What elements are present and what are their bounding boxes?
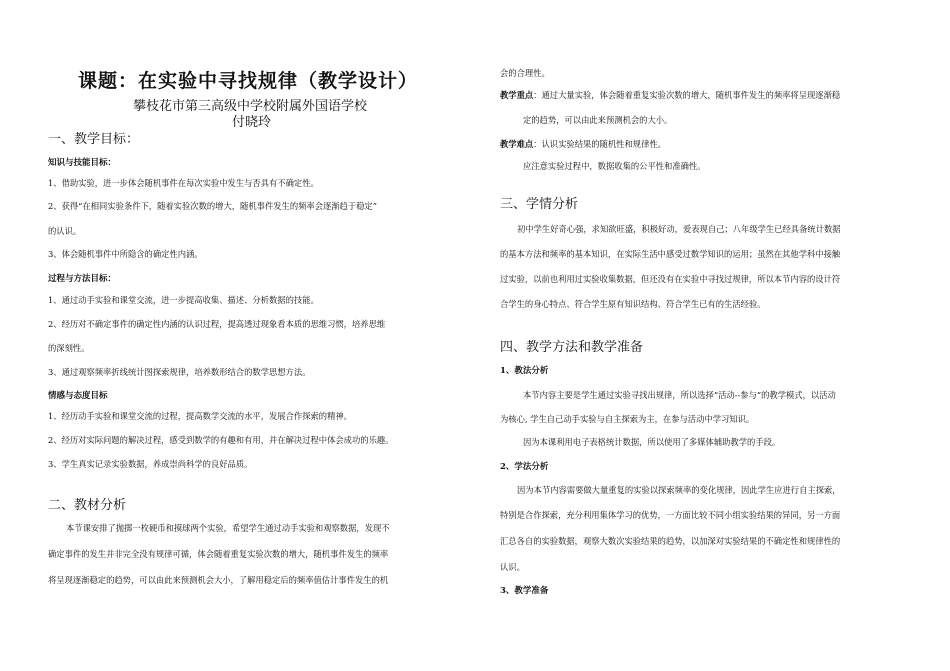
textbook-analysis-line-2: 确定事件的发生并非完全没有规律可循，体会随着重复实验次数的增大，随机事件发生的频率 [48, 549, 389, 559]
knowledge-goal-1: 1、借助实验，进一步体会随机事件在每次实验中发生与否具有不确定性。 [48, 178, 319, 188]
learning-method-line-3: 汇总各自的实验数据，观察大数次实验结果的趋势，以加深对实验结果的不确定性和规律性的 [500, 536, 841, 546]
learning-method-line-2: 特别是合作探索，充分利用集体学习的优势，一方面比较不同小组实验结果的异同，另一方面 [500, 510, 841, 520]
learning-method-line-4: 认识。 [500, 562, 525, 572]
section-3-heading: 三、学情分析 [500, 197, 579, 212]
process-goal-3: 3、通过观察频率折线统计图探索规律，培养数形结合的数学思想方法。 [48, 367, 311, 377]
textbook-analysis-line-3: 将呈现逐渐稳定的趋势，可以由此来预测机会大小，了解用稳定后的频率值估计事件发生的机 [48, 575, 389, 585]
attitude-goal-3: 3、学生真实记录实验数据，养成崇尚科学的良好品质。 [48, 459, 253, 469]
key-point-label: 教学重点 [500, 90, 534, 100]
knowledge-goal-3: 3、体会随机事件中所隐含的确定性内涵。 [48, 249, 203, 259]
teaching-method-heading: 1、教法分析 [500, 366, 549, 376]
learner-analysis-line-1: 初中学生好奇心强，求知欲旺盛，积极好动，爱表现自己；八年级学生已经具备统计数据 [517, 224, 841, 234]
process-goals-heading: 过程与方法目标： [48, 274, 117, 284]
section-4-heading: 四、教学方法和教学准备 [500, 340, 644, 355]
textbook-analysis-line-4: 会的合理性。 [500, 68, 550, 78]
author-name: 付晓玲 [232, 115, 272, 130]
learner-analysis-line-3: 过实验，以前也利用过实验收集数据，但还没有在实验中寻找过规律，所以本节内容的设计符 [500, 274, 841, 284]
section-2-heading: 二、教材分析 [48, 498, 127, 513]
learning-method-heading: 2、学法分析 [500, 462, 549, 472]
textbook-analysis-line-1: 本节课安排了抛掷一枚硬币和摸球两个实验，希望学生通过动手实验和观察数据，发现不 [66, 523, 390, 533]
learner-analysis-line-4: 合学生的身心特点、符合学生原有知识结构、符合学生已有的生活经验。 [500, 299, 766, 309]
learner-analysis-line-2: 的基本方法和频率的基本知识，在实际生活中感受过数学知识的运用；虽然在其他学科中接触 [500, 249, 841, 259]
difficulty-label: 教学难点 [500, 139, 534, 149]
teaching-method-line-1: 本节内容主要是学生通过实验寻找出规律，所以选择“活动--参与”的教学模式，以活动 [523, 390, 836, 400]
teaching-method-line-3: 因为本课利用电子表格统计数据，所以使用了多媒体辅助教学的手段。 [523, 437, 781, 447]
teaching-difficulty [500, 138, 666, 150]
process-goal-1: 1、通过动手实验和课堂交流，进一步提高收集、描述、分析数据的技能。 [48, 295, 319, 305]
attitude-goal-2: 2、经历对实际问题的解决过程，感受到数学的有趣和有用，并在解决过程中体会成功的乐趣。 [48, 435, 394, 445]
document-title: 课题：在实验中寻找规律（教学设计） [78, 70, 419, 92]
teaching-preparation-heading: 3、教学准备 [500, 586, 549, 596]
key-point-text: ：通过大量实验，体会随着重复实验次数的增大，随机事件发生的频率将呈现逐渐稳 [533, 90, 841, 100]
knowledge-goal-2-cont: 的认识。 [48, 226, 82, 236]
attitude-goal-1: 1、经历动手实验和课堂交流的过程，提高数学交流的水平，发展合作探索的精神。 [48, 411, 352, 421]
difficulty-text: ：认识实验结果的随机性和规律性。 [533, 139, 666, 149]
teaching-method-line-2: 为核心, 学生自己动手实验与自主探索为主，在参与活动中学习知识。 [500, 414, 755, 424]
teaching-note: 应注意实验过程中，数据收集的公平性和准确性。 [523, 161, 706, 171]
process-goal-2: 2、经历对不确定事件的确定性内涵的认识过程，提高透过现象看本质的思维习惯，培养思维 [48, 319, 386, 329]
knowledge-goal-2: 2、获得“在相同实验条件下，随着实验次数的增大，随机事件发生的频率会逐渐趋于稳定” [48, 201, 378, 211]
teaching-key-point-cont: 定的趋势，可以由此来预测机会的大小。 [523, 115, 673, 125]
teaching-key-point [500, 89, 840, 101]
knowledge-goals-heading: 知识与技能目标： [48, 158, 117, 168]
school-name: 攀枝花市第三高级中学校附属外国语学校 [133, 99, 368, 114]
section-1-heading: 一、教学目标： [48, 132, 140, 147]
attitude-goals-heading: 情感与态度目标 [48, 391, 108, 401]
learning-method-line-1: 因为本节内容需要做大量重复的实验以探索频率的变化规律，因此学生应进行自主探索， [517, 485, 841, 495]
process-goal-2-cont: 的深刻性。 [48, 343, 90, 353]
